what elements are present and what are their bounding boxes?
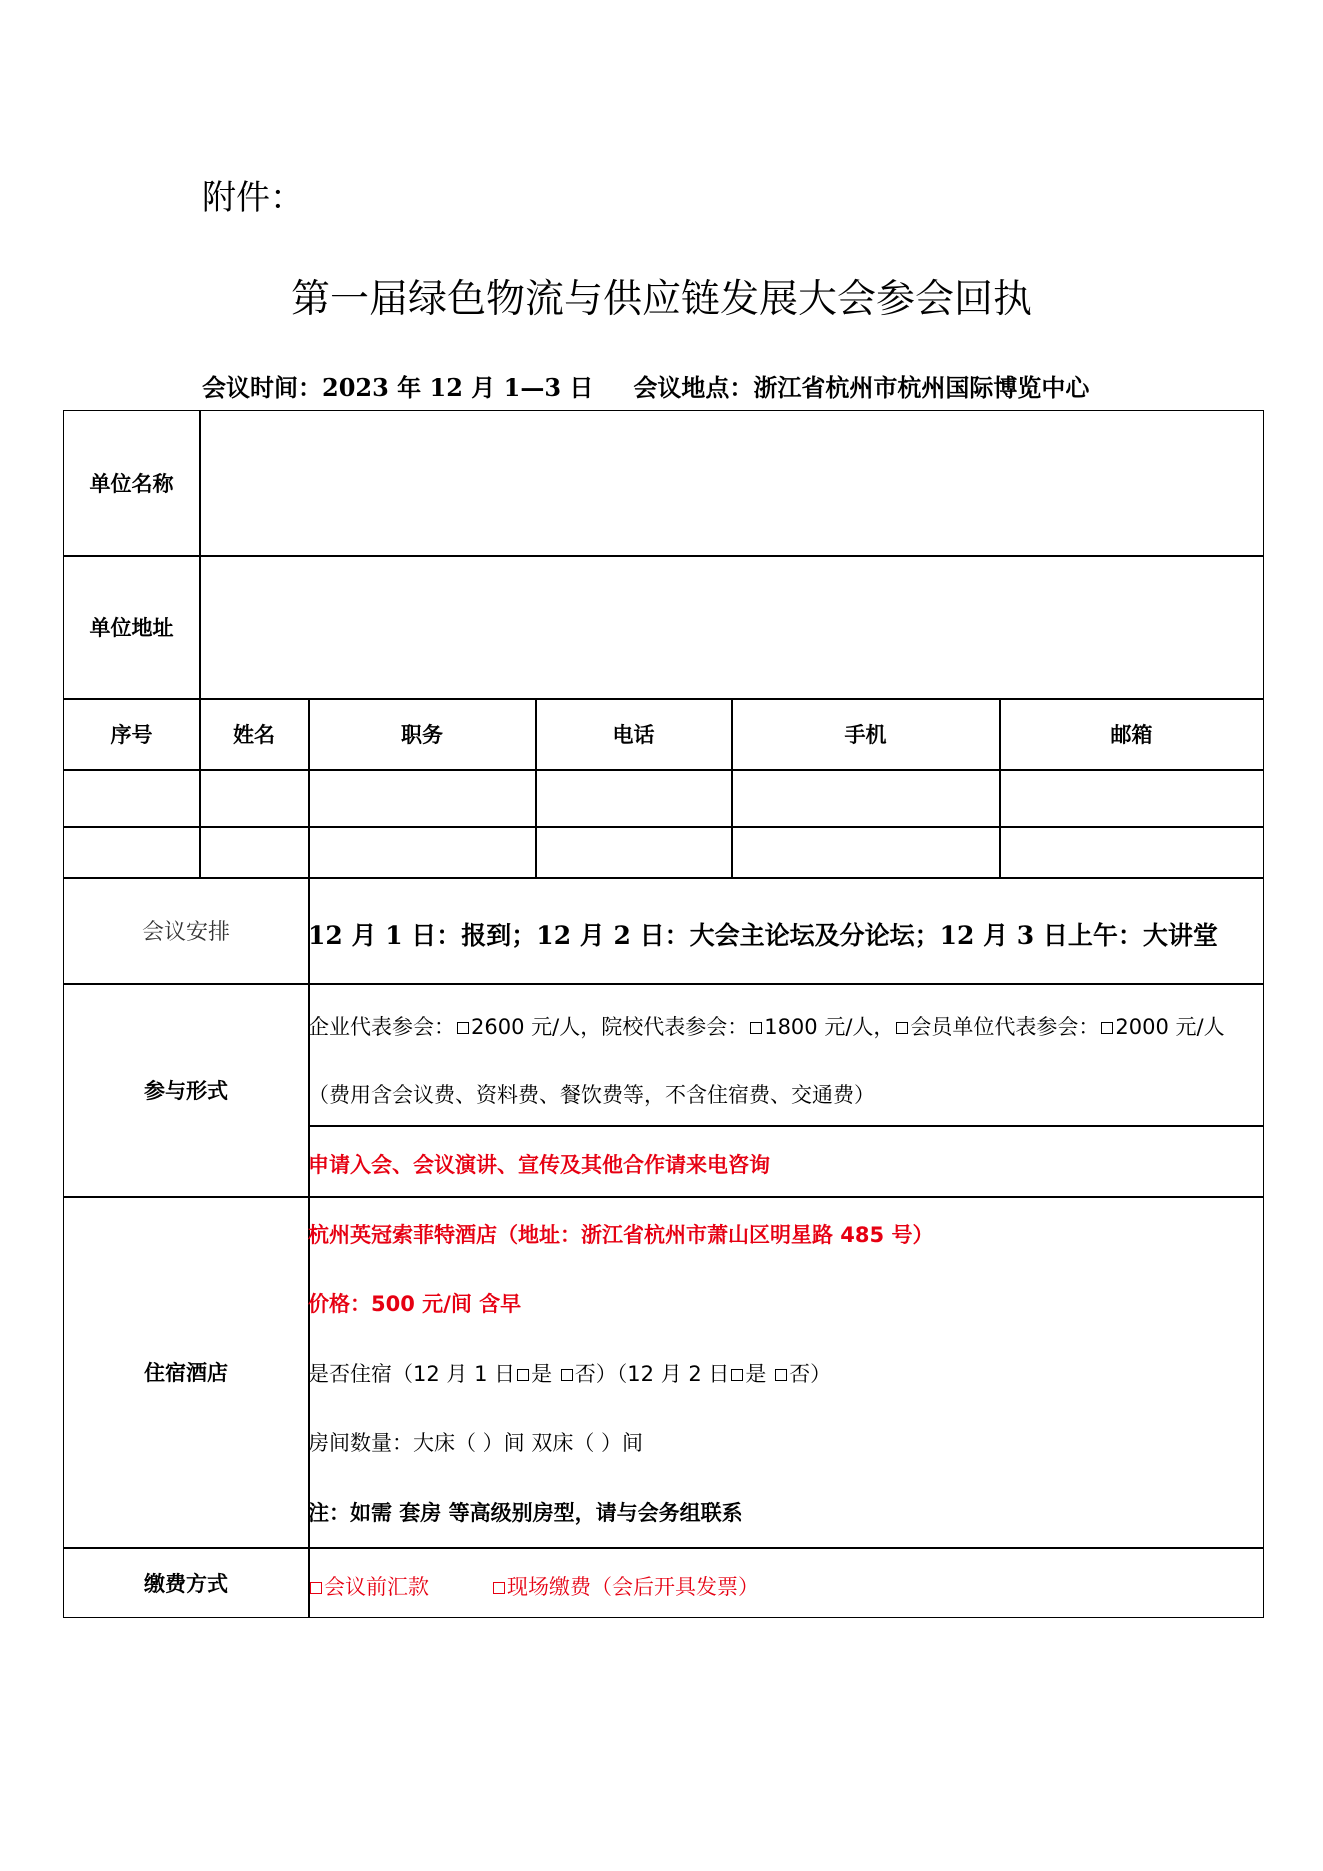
org-name-field[interactable] — [200, 411, 1263, 555]
hotel-stay — [308, 1358, 831, 1388]
page-title: 第一届绿色物流与供应链发展大会参会回执 — [290, 277, 1032, 322]
checkbox-pay-before[interactable] — [310, 1582, 322, 1594]
payment-option-1: 会议前汇款 — [324, 1575, 429, 1599]
table-row[interactable] — [64, 770, 1263, 826]
meeting-time: 会议时间：2023 年 12 月 1—3 日 — [202, 373, 594, 402]
meeting-meta — [202, 368, 1089, 403]
participation-note: （费用含会议费、资料费、餐饮费等，不含住宿费、交通费） — [308, 1083, 875, 1107]
payment-option-2: 现场缴费（会后开具发票） — [507, 1575, 759, 1599]
col-header-title: 职务 — [401, 723, 443, 747]
row-divider — [308, 1125, 1263, 1127]
attachment-label: 附件： — [202, 178, 304, 218]
checkbox-stay-dec2-yes[interactable] — [731, 1369, 743, 1381]
checkbox-member-price[interactable] — [1101, 1022, 1113, 1034]
participation-label: 参与形式 — [144, 1079, 228, 1103]
col-header-email: 邮箱 — [1110, 723, 1153, 747]
stay-text: 否） — [789, 1362, 832, 1386]
schedule-text: 12 月 1 日：报到；12 月 2 日：大会主论坛及分论坛；12 月 3 日上午：大讲堂 — [308, 921, 1218, 950]
hotel-name: 杭州英冠索菲特酒店（地址：浙江省杭州市萧山区明星路 485 号） — [308, 1223, 934, 1247]
col-header-index: 序号 — [110, 723, 153, 747]
meeting-venue: 会议地点：浙江省杭州市杭州国际博览中心 — [633, 373, 1090, 402]
checkbox-stay-dec1-yes[interactable] — [517, 1369, 529, 1381]
checkbox-stay-dec1-no[interactable] — [561, 1369, 573, 1381]
checkbox-member[interactable] — [896, 1022, 908, 1034]
stay-text: 是 — [531, 1362, 559, 1386]
participation-options — [308, 1011, 1225, 1041]
col-header-mobile: 手机 — [844, 723, 887, 747]
schedule-label: 会议安排 — [141, 920, 230, 945]
hotel-rooms: 房间数量：大床（ ）间 双床（ ）间 — [308, 1431, 644, 1455]
stay-text: 是否住宿（12 月 1 日 — [308, 1362, 516, 1386]
table-row[interactable] — [64, 827, 1263, 877]
payment-label: 缴费方式 — [144, 1572, 228, 1596]
org-address-field[interactable] — [200, 556, 1263, 698]
checkbox-academic[interactable] — [750, 1022, 762, 1034]
org-name-label: 单位名称 — [89, 472, 174, 496]
hotel-note: 注：如需 套房 等高级别房型，请与会务组联系 — [308, 1501, 743, 1525]
hotel-label: 住宿酒店 — [144, 1361, 228, 1385]
org-address-label: 单位地址 — [89, 616, 174, 640]
participation-opt-text: 会员单位代表参会： — [910, 1015, 1100, 1039]
payment-options — [308, 1571, 759, 1601]
participation-opt-text: 2600 元/人，院校代表参会： — [471, 1015, 749, 1039]
registration-form — [63, 410, 1264, 1618]
checkbox-pay-onsite[interactable] — [493, 1582, 505, 1594]
col-header-name: 姓名 — [233, 723, 275, 747]
participation-contact: 申请入会、会议演讲、宣传及其他合作请来电咨询 — [308, 1153, 770, 1177]
participation-opt-text: 2000 元/人 — [1115, 1015, 1225, 1039]
col-header-phone: 电话 — [612, 723, 655, 747]
checkbox-enterprise[interactable] — [457, 1022, 469, 1034]
stay-text: 否）（12 月 2 日 — [574, 1362, 730, 1386]
hotel-price: 价格：500 元/间 含早 — [308, 1292, 522, 1316]
stay-text: 是 — [745, 1362, 774, 1386]
participation-opt-text: 1800 元/人， — [764, 1015, 895, 1039]
checkbox-stay-dec2-no[interactable] — [775, 1369, 787, 1381]
participation-opt-text: 企业代表参会： — [308, 1015, 455, 1039]
